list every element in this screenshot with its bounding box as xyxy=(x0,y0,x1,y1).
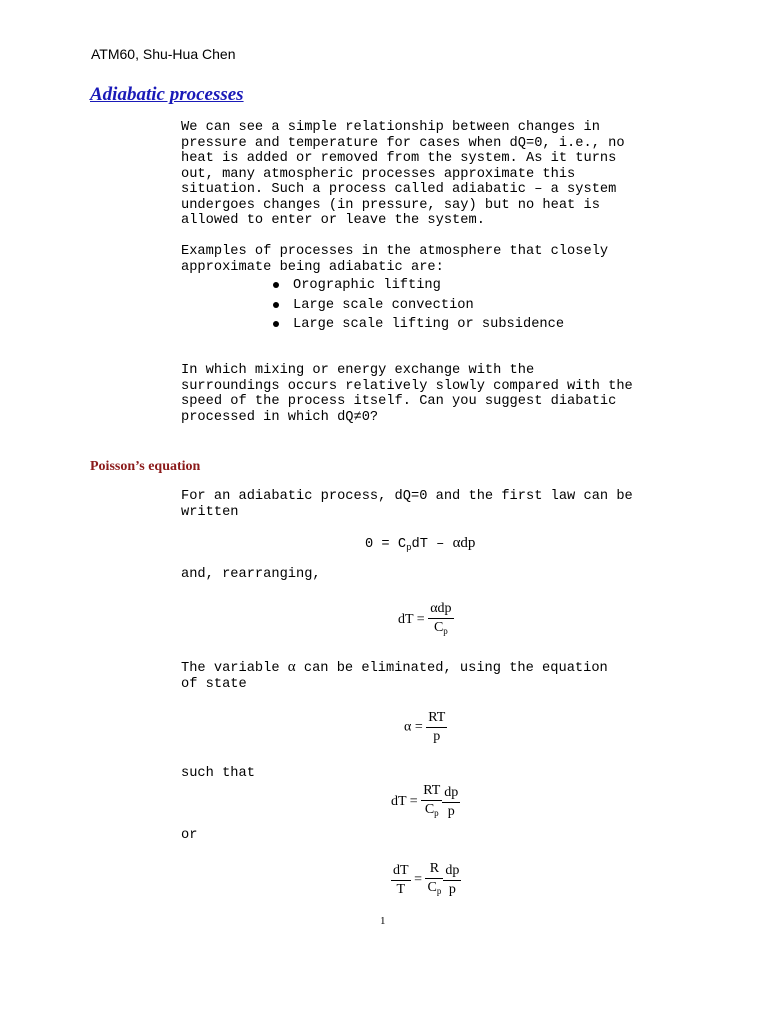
list-item: Orographic lifting xyxy=(273,278,564,298)
equation-dT-RT: dT = $\frac{RT}{C_p}$ $\frac{dp}{p}$ xyxy=(391,783,459,819)
paragraph-intro: We can see a simple relationship between changes in pressure and temperature for cases when dQ=0, i.e., no heat is added or removed from the system. As it turns out, many atmospheric processes approximate this situation. Such a process called adiabatic – a system undergoes changes (in pressure, say) but no heat is allowed to enter or leave the system. xyxy=(181,120,625,228)
equation-dT: dT = $\frac{\text{αdp}}{C_p}$ xyxy=(398,601,452,636)
bullet-icon xyxy=(273,321,279,327)
paragraph-examples: Examples of processes in the atmosphere that closely approximate being adiabatic are: xyxy=(181,244,609,275)
equation-state: α = $\frac{RT}{p}$ xyxy=(404,710,446,744)
list-item: Large scale lifting or subsidence xyxy=(273,317,564,337)
page-title: Adiabatic processes xyxy=(90,84,244,105)
paragraph-mixing: In which mixing or energy exchange with the surroundings occurs relatively slowly compared with the speed of the process itself. Can you suggest diabatic processed in which dQ≠0? xyxy=(181,363,633,425)
paragraph-such-that: such that xyxy=(181,766,255,781)
bullet-icon xyxy=(273,302,279,308)
section-heading: Poisson’s equation xyxy=(90,459,201,474)
paragraph-rearranging: and, rearranging, xyxy=(181,567,321,582)
bullet-icon xyxy=(273,282,279,288)
examples-list xyxy=(273,278,564,337)
page-number: 1 xyxy=(380,915,386,927)
equation-first-law: $0 = C_pdT - \alpha dp$ xyxy=(365,535,476,553)
document-header: ATM60, Shu-Hua Chen xyxy=(91,46,236,62)
paragraph-or: or xyxy=(181,828,198,843)
paragraph-first-law: For an adiabatic process, dQ=0 and the first law can be written xyxy=(181,489,633,520)
paragraph-variable: The variable α can be eliminated, using the equation of state xyxy=(181,659,608,692)
equation-log-form: $\frac{dT}{T}$ = $\frac{R}{C_p}$ $\frac{dp}{p}$ xyxy=(393,861,460,897)
list-item: Large scale convection xyxy=(273,298,564,318)
